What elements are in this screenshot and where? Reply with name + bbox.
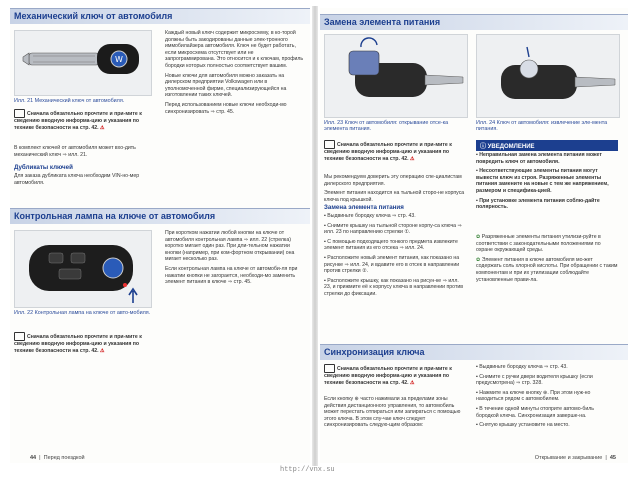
key-battery-icon: [477, 35, 619, 117]
battery-steps: [324, 213, 466, 301]
step: ▪ Снимите крышку на тыльной стороне корпу-са ключа ⇒ илл. 23 по направлению стрелки ①.: [324, 222, 462, 236]
figure-key-lamp: [14, 230, 152, 308]
figure-battery-open: [324, 34, 468, 118]
warning-icon: ⚠: [408, 155, 415, 162]
notice-icon: ⓘ: [480, 144, 488, 150]
step: ▪ Выдвиньте бородку ключа ⇒ стр. 43.: [324, 213, 416, 219]
section-title: Синхронизация ключа: [324, 347, 425, 357]
read-note: Сначала обязательно прочтите и при-мите к сведению вводную информа-цию и указания по технике безопасности на стр. 42. ⚠: [14, 333, 142, 354]
step: ▪ Снятую крышку установите на место.: [476, 422, 570, 429]
svg-text:W: W: [115, 55, 123, 64]
notice-list: [476, 152, 618, 214]
env-note: ✿ Элемент питания в ключе автомобиля мо-жет содержать соль хлорной кислоты. При обращении с таким компонентам и при их утилизации соблюдайте установленные прави-ла.: [476, 256, 618, 283]
step: ▪ Выдвиньте бородку ключа ⇒ стр. 43.: [476, 364, 568, 370]
mechanical-key-icon: [15, 31, 151, 95]
notice-item: ▪ Неправильная замена элемента питания может повредить ключ от автомобиля.: [476, 152, 602, 165]
notice-item: ▪ При установке элемента питания соблю-дайте полярность.: [476, 197, 600, 211]
warning-icon: ⚠: [98, 124, 105, 131]
step: ▪ Нажмите на ключе кнопку ⊕. При этом нуж-но находиться рядом с автомобилем.: [476, 389, 591, 403]
section-band-battery: [320, 14, 628, 30]
page-number: 45: [609, 455, 616, 461]
right-page: [320, 8, 628, 463]
page-number: 44: [30, 455, 37, 461]
read-note: Сначала обязательно прочтите и при-мите к сведению вводную информа-цию и указания по технике безопасности на стр. 42. ⚠: [324, 141, 452, 162]
chapter-name: Перед поездкой: [43, 455, 85, 461]
section-band-mechanical-key: [10, 8, 310, 24]
section-title: Замена элемента питания: [324, 17, 441, 27]
paragraph: Каждый новый ключ содержит микросхему, в ко-торой должны быть закодированы данные элек-тронного иммобилайзера автомобиля. Ключ не будет работать, если микросхема отсутствует или не запрограммирована. Это относится и к ключам, профиль бородки которых полностью соответствует вашим.: [165, 30, 304, 69]
duplicate-text: Для заказа дубликата ключа необходим VIN-но-мер автомобиля.: [14, 173, 140, 186]
remote-key-icon: [15, 231, 151, 307]
read-note: Сначала обязательно прочтите и при-мите к сведению вводную информа-цию и указания по технике безопасности на стр. 42. ⚠: [324, 365, 452, 386]
paragraph: Новые ключи для автомобиля можно заказать на дилерском предприятии Volkswagen или в уполномоченной фирме, специализирующейся на изготовлении таких ключей.: [165, 72, 287, 99]
figure-caption: Илл. 22 Контрольная лампа на ключе от авто-мобиля.: [14, 310, 151, 316]
book-icon: [324, 140, 335, 149]
subheading: Дубликаты ключей: [14, 164, 73, 171]
paragraph: Если контрольная лампа на ключе от автомоби-ля при нажатии кнопки не загорается, необходи-мо заменить элемент питания в ключе ⇒ стр. 45.: [165, 265, 298, 286]
column-2-text: [165, 30, 305, 118]
leaf-icon: ✿: [476, 234, 482, 240]
env-note: ✿ Разряженные элементы питания утилизи-руйте в соответствии с законодательными положениями по охране окружающей среды.: [476, 234, 601, 254]
intro-paragraph: В комплект ключей от автомобиля может вхо-дить механический ключ ⇒ илл. 21.: [14, 145, 136, 158]
paragraph: Перед использованием новые ключи необходи-мо синхронизировать ⇒ стр. 45.: [165, 101, 287, 115]
figure-caption: Илл. 21 Механический ключ от автомобиля.: [14, 98, 125, 104]
page-footer: 44 | Перед поездкой: [30, 455, 85, 461]
step: ▪ Снимите с ручки двери водителя крышку (если предусмотрена) ⇒ стр. 328.: [476, 373, 593, 387]
warning-icon: ⚠: [408, 379, 415, 386]
paragraph: Мы рекомендуем доверить эту операцию спе-циалистам дилерского предприятия.: [324, 174, 462, 187]
book-icon: [324, 364, 335, 373]
procedure-heading: Замена элемента питания: [324, 204, 404, 211]
section-band-sync: [320, 344, 628, 360]
sync-steps: [476, 364, 618, 432]
key-open-icon: [325, 35, 467, 117]
paragraph: При коротком нажатии любой кнопки на ключе от автомобиля контрольная лампа ⇒ илл. 22 (стрелка) коротко мигает один раз. При дли-тельном нажатии кнопки (например, при ком-фортном открывании) она мигает несколько раз.: [165, 230, 295, 263]
environment-notes: [476, 234, 618, 286]
step: ▪ Расположите крышку, как показано на рисун-ке ⇒ илл. 23, и прижмите её к корпусу ключа в направлении против стрелки до фиксации.: [324, 277, 463, 297]
notice-item: ▪ Несоответствующие элементы питания могут вывести ключ из строя. Разряженные элементы питания замените на новые с тем же напряжением, размером и специфика-цией.: [476, 168, 609, 194]
notice-heading: ⓘ УВЕДОМЛЕНИЕ: [476, 140, 618, 151]
step: ▪ В течение одной минуты отоприте автомо-биль бородкой ключа. Синхронизация заверше-на.: [476, 405, 594, 419]
section-title: Механический ключ от автомобиля: [14, 11, 173, 21]
watermark-url: http://vnx.su: [280, 466, 335, 474]
warning-icon: ⚠: [98, 347, 105, 354]
section-band-key-lamp: [10, 208, 310, 224]
step: ▪ Расположите новый элемент питания, как показано на рисунке ⇒ илл. 24, и вдавите его в отсек в направлении против стрелки ②.: [324, 254, 460, 275]
figure-mechanical-key: [14, 30, 152, 96]
figure-battery-remove: [476, 34, 620, 118]
leaf-icon: ✿: [476, 256, 482, 263]
chapter-name: Открывание и закрывание: [534, 455, 603, 461]
battery-text: [324, 174, 466, 206]
column-2-text: [165, 230, 305, 289]
figure-caption: Илл. 23 Ключ от автомобиля: открывание отсе-ка элемента питания.: [324, 120, 449, 132]
page-footer: Открывание и закрывание | 45: [534, 455, 616, 461]
read-note: Сначала обязательно прочтите и при-мите к сведению вводную информа-цию и указания по технике безопасности на стр. 42. ⚠: [14, 110, 142, 131]
figure-caption: Илл. 24 Ключ от автомобиля: извлечение эле-мента питания.: [476, 120, 608, 132]
step: ▪ С помощью подходящего тонкого предмета извлеките элемент питания из его отсека ⇒ илл. 24.: [324, 238, 458, 252]
book-icon: [14, 332, 25, 341]
sync-text: Если кнопку ⊕ часто нажимали за пределами зоны действия дистанционного управления, то автомобиль может перестать отпираться или запираться с помощью этого ключа. В этом слу-чае ключ следует синхронизировать следую-щим образом:: [324, 396, 461, 429]
book-icon: [14, 109, 25, 118]
page-gutter: [312, 6, 318, 466]
left-page: [10, 8, 310, 463]
paragraph: Элемент питания находится на тыльной сторо-не корпуса ключа под крышкой.: [324, 190, 465, 203]
section-title: Контрольная лампа на ключе от автомобиля: [14, 211, 216, 221]
